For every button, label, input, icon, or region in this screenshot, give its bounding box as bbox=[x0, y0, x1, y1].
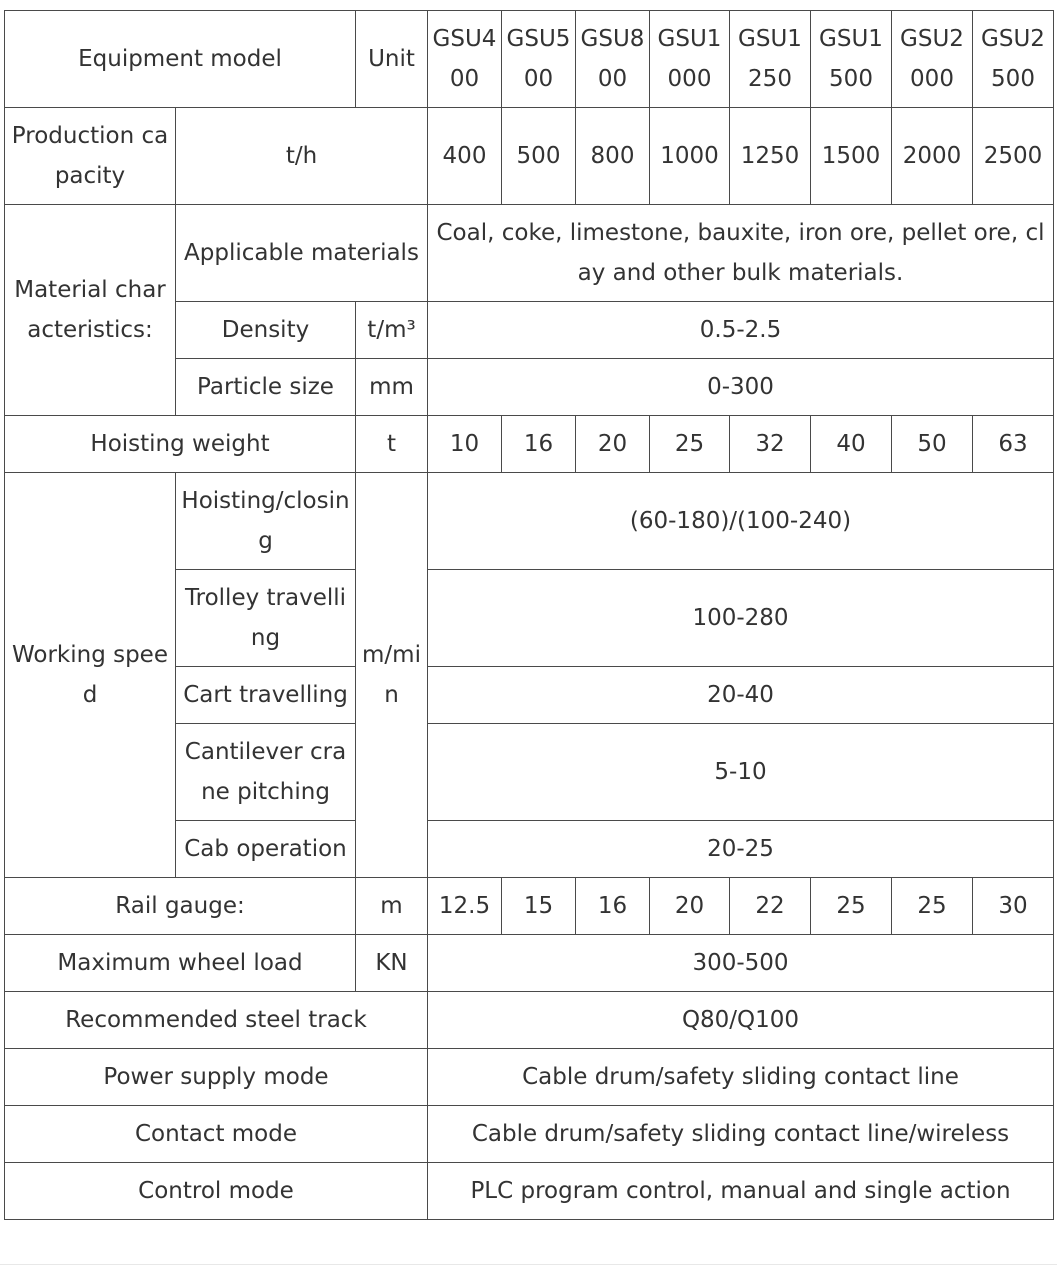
contact-mode-row bbox=[5, 1106, 1054, 1163]
hoisting-closing-value: (60-180)/(100-240) bbox=[428, 473, 1054, 570]
equipment-model-header: Equipment model bbox=[5, 11, 356, 108]
rail-gauge-value: 15 bbox=[502, 878, 576, 935]
material-characteristics-label: Material characteristics: bbox=[5, 205, 176, 416]
rail-gauge-value: 22 bbox=[730, 878, 811, 935]
hoisting-weight-label: Hoisting weight bbox=[5, 416, 356, 473]
model-header: GSU800 bbox=[576, 11, 650, 108]
power-supply-row bbox=[5, 1049, 1054, 1106]
max-wheel-load-unit: KN bbox=[356, 935, 428, 992]
power-supply-value: Cable drum/safety sliding contact line bbox=[428, 1049, 1054, 1106]
density-unit: t/m³ bbox=[356, 302, 428, 359]
max-wheel-load-label: Maximum wheel load bbox=[5, 935, 356, 992]
rail-gauge-unit: m bbox=[356, 878, 428, 935]
rail-gauge-value: 30 bbox=[973, 878, 1054, 935]
production-value: 2000 bbox=[892, 108, 973, 205]
hoisting-weight-value: 32 bbox=[730, 416, 811, 473]
rail-gauge-value: 25 bbox=[892, 878, 973, 935]
max-wheel-load-row bbox=[5, 935, 1054, 992]
hoisting-weight-value: 50 bbox=[892, 416, 973, 473]
contact-mode-label: Contact mode bbox=[5, 1106, 428, 1163]
hoisting-weight-value: 40 bbox=[811, 416, 892, 473]
cantilever-pitching-value: 5-10 bbox=[428, 724, 1054, 821]
hoisting-closing-label: Hoisting/closing bbox=[176, 473, 356, 570]
steel-track-row bbox=[5, 992, 1054, 1049]
production-row bbox=[5, 108, 1054, 205]
cab-operation-label: Cab operation bbox=[176, 821, 356, 878]
applicable-materials-label: Applicable materials bbox=[176, 205, 428, 302]
production-value: 1500 bbox=[811, 108, 892, 205]
particle-size-unit: mm bbox=[356, 359, 428, 416]
model-header: GSU2000 bbox=[892, 11, 973, 108]
production-value: 1250 bbox=[730, 108, 811, 205]
working-speed-row bbox=[5, 473, 1054, 570]
steel-track-label: Recommended steel track bbox=[5, 992, 428, 1049]
header-row bbox=[5, 11, 1054, 108]
specification-table bbox=[4, 10, 1054, 1220]
production-value: 500 bbox=[502, 108, 576, 205]
model-header: GSU400 bbox=[428, 11, 502, 108]
particle-size-value: 0-300 bbox=[428, 359, 1054, 416]
control-mode-label: Control mode bbox=[5, 1163, 428, 1220]
cart-travelling-label: Cart travelling bbox=[176, 667, 356, 724]
bottom-divider bbox=[0, 1264, 1057, 1265]
trolley-travelling-label: Trolley travelling bbox=[176, 570, 356, 667]
control-mode-row bbox=[5, 1163, 1054, 1220]
model-header: GSU2500 bbox=[973, 11, 1054, 108]
hoisting-weight-value: 10 bbox=[428, 416, 502, 473]
density-value: 0.5-2.5 bbox=[428, 302, 1054, 359]
rail-gauge-value: 20 bbox=[650, 878, 730, 935]
production-unit: t/h bbox=[176, 108, 428, 205]
hoisting-weight-value: 63 bbox=[973, 416, 1054, 473]
working-speed-label: Working speed bbox=[5, 473, 176, 878]
production-value: 400 bbox=[428, 108, 502, 205]
contact-mode-value: Cable drum/safety sliding contact line/wireless bbox=[428, 1106, 1054, 1163]
rail-gauge-row bbox=[5, 878, 1054, 935]
working-speed-unit: m/min bbox=[356, 473, 428, 878]
max-wheel-load-value: 300-500 bbox=[428, 935, 1054, 992]
production-value: 800 bbox=[576, 108, 650, 205]
applicable-materials-value: Coal, coke, limestone, bauxite, iron ore, pellet ore, clay and other bulk materials. bbox=[428, 205, 1054, 302]
density-label: Density bbox=[176, 302, 356, 359]
trolley-travelling-value: 100-280 bbox=[428, 570, 1054, 667]
rail-gauge-label: Rail gauge: bbox=[5, 878, 356, 935]
hoisting-weight-unit: t bbox=[356, 416, 428, 473]
hoisting-weight-value: 25 bbox=[650, 416, 730, 473]
model-header: GSU1250 bbox=[730, 11, 811, 108]
unit-header: Unit bbox=[356, 11, 428, 108]
production-value: 1000 bbox=[650, 108, 730, 205]
cab-operation-value: 20-25 bbox=[428, 821, 1054, 878]
steel-track-value: Q80/Q100 bbox=[428, 992, 1054, 1049]
rail-gauge-value: 12.5 bbox=[428, 878, 502, 935]
control-mode-value: PLC program control, manual and single action bbox=[428, 1163, 1054, 1220]
model-header: GSU1000 bbox=[650, 11, 730, 108]
model-header: GSU1500 bbox=[811, 11, 892, 108]
hoisting-weight-value: 20 bbox=[576, 416, 650, 473]
hoisting-weight-row bbox=[5, 416, 1054, 473]
production-label: Production capacity bbox=[5, 108, 176, 205]
rail-gauge-value: 16 bbox=[576, 878, 650, 935]
model-header: GSU500 bbox=[502, 11, 576, 108]
particle-size-label: Particle size bbox=[176, 359, 356, 416]
production-value: 2500 bbox=[973, 108, 1054, 205]
rail-gauge-value: 25 bbox=[811, 878, 892, 935]
power-supply-label: Power supply mode bbox=[5, 1049, 428, 1106]
hoisting-weight-value: 16 bbox=[502, 416, 576, 473]
cart-travelling-value: 20-40 bbox=[428, 667, 1054, 724]
applicable-materials-row bbox=[5, 205, 1054, 302]
cantilever-pitching-label: Cantilever crane pitching bbox=[176, 724, 356, 821]
